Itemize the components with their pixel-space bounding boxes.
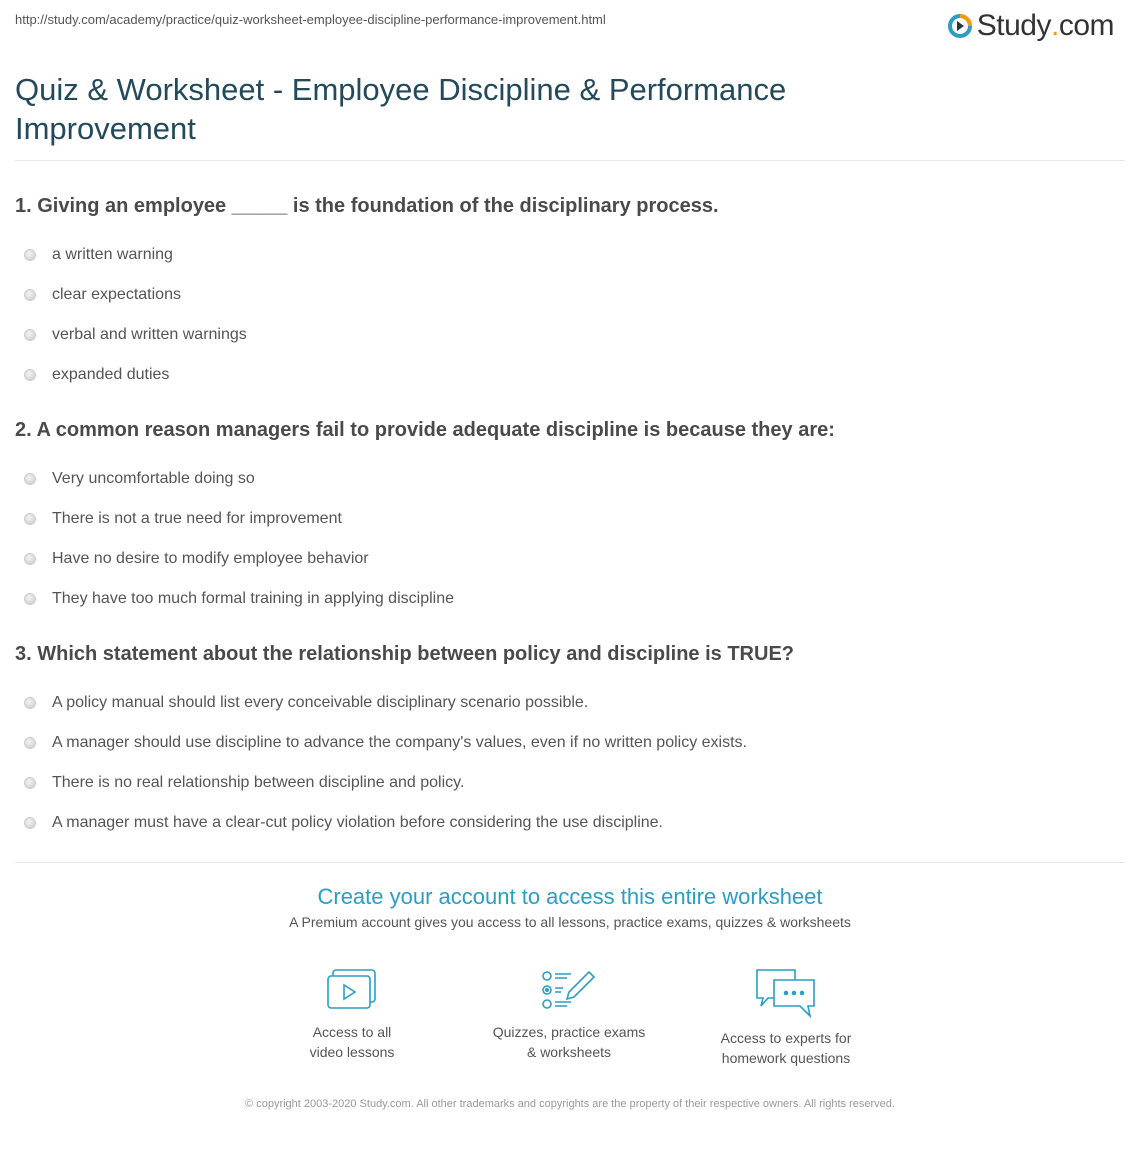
- logo-dot: .: [1050, 9, 1059, 42]
- radio-button[interactable]: [24, 289, 36, 301]
- option-label: There is not a true need for improvement: [52, 510, 342, 527]
- radio-button[interactable]: [24, 513, 36, 525]
- feature-video-lessons: [262, 968, 442, 1062]
- copyright-footer: © copyright 2003-2020 Study.com. All other trademarks and copyrights are the property of their respective owners. All rights reserved.: [245, 1098, 895, 1110]
- signup-cta: [0, 884, 1140, 930]
- answer-option[interactable]: [15, 499, 835, 539]
- option-label: Have no desire to modify employee behavior: [52, 550, 369, 567]
- option-label: A policy manual should list every conceivable disciplinary scenario possible.: [52, 694, 589, 711]
- answer-option[interactable]: [15, 235, 719, 275]
- option-label: There is no real relationship between discipline and policy.: [52, 774, 465, 791]
- radio-button[interactable]: [24, 553, 36, 565]
- option-label: expanded duties: [52, 366, 170, 383]
- answer-option[interactable]: [15, 459, 835, 499]
- feature-label: Quizzes, practice exams: [492, 1024, 646, 1040]
- study-logo[interactable]: [947, 9, 1114, 43]
- feature-label: Access to all: [312, 1024, 392, 1040]
- answer-option[interactable]: [15, 355, 719, 395]
- divider: [15, 862, 1125, 863]
- radio-button[interactable]: [24, 737, 36, 749]
- answer-option[interactable]: [15, 803, 794, 843]
- feature-label: homework questions: [721, 1050, 851, 1066]
- divider: [15, 160, 1125, 161]
- quiz-checklist-icon: [541, 968, 597, 1012]
- feature-label: Access to experts for: [720, 1030, 852, 1046]
- answer-option[interactable]: [15, 579, 835, 619]
- play-logo-icon: [947, 13, 973, 39]
- option-label: Very uncomfortable doing so: [52, 470, 255, 487]
- logo-suffix: com: [1058, 9, 1114, 42]
- radio-button[interactable]: [24, 777, 36, 789]
- question-1: [15, 194, 719, 395]
- cta-heading[interactable]: Create your account to access this entire worksheet: [317, 884, 823, 909]
- answer-option[interactable]: [15, 683, 794, 723]
- video-lessons-icon: [327, 968, 377, 1012]
- radio-button[interactable]: [24, 697, 36, 709]
- question-2: [15, 418, 835, 619]
- question-3: [15, 642, 794, 843]
- feature-label: & worksheets: [526, 1044, 612, 1060]
- radio-button[interactable]: [24, 593, 36, 605]
- option-label: clear expectations: [52, 286, 181, 303]
- option-label: A manager should use discipline to advance the company's values, even if no written policy exists.: [52, 734, 747, 751]
- radio-button[interactable]: [24, 329, 36, 341]
- radio-button[interactable]: [24, 369, 36, 381]
- answer-option[interactable]: [15, 275, 719, 315]
- feature-label: video lessons: [309, 1044, 395, 1060]
- page-url: http://study.com/academy/practice/quiz-worksheet-employee-discipline-performance-improvement.html: [15, 12, 606, 27]
- option-label: a written warning: [52, 246, 173, 263]
- option-label: They have too much formal training in applying discipline: [52, 590, 454, 607]
- chat-bubbles-icon: [754, 968, 818, 1018]
- answer-option[interactable]: [15, 723, 794, 763]
- question-text: 2. A common reason managers fail to provide adequate discipline is because they are:: [15, 419, 835, 441]
- question-text: 3. Which statement about the relationship between policy and discipline is TRUE?: [15, 643, 795, 665]
- logo-text: Study: [976, 9, 1051, 42]
- answer-option[interactable]: [15, 763, 794, 803]
- feature-quizzes: [479, 968, 659, 1062]
- radio-button[interactable]: [24, 473, 36, 485]
- option-label: A manager must have a clear-cut policy violation before considering the use discipline.: [52, 814, 663, 831]
- cta-subheading: A Premium account gives you access to all lessons, practice exams, quizzes & worksheets: [289, 914, 851, 930]
- option-label: verbal and written warnings: [52, 326, 247, 343]
- question-text: 1. Giving an employee _____ is the foundation of the disciplinary process.: [15, 195, 719, 217]
- radio-button[interactable]: [24, 817, 36, 829]
- radio-button[interactable]: [24, 249, 36, 261]
- page-title: Quiz & Worksheet - Employee Discipline & Performance Improvement: [15, 72, 787, 146]
- feature-experts: [696, 968, 876, 1068]
- answer-option[interactable]: [15, 315, 719, 355]
- answer-option[interactable]: [15, 539, 835, 579]
